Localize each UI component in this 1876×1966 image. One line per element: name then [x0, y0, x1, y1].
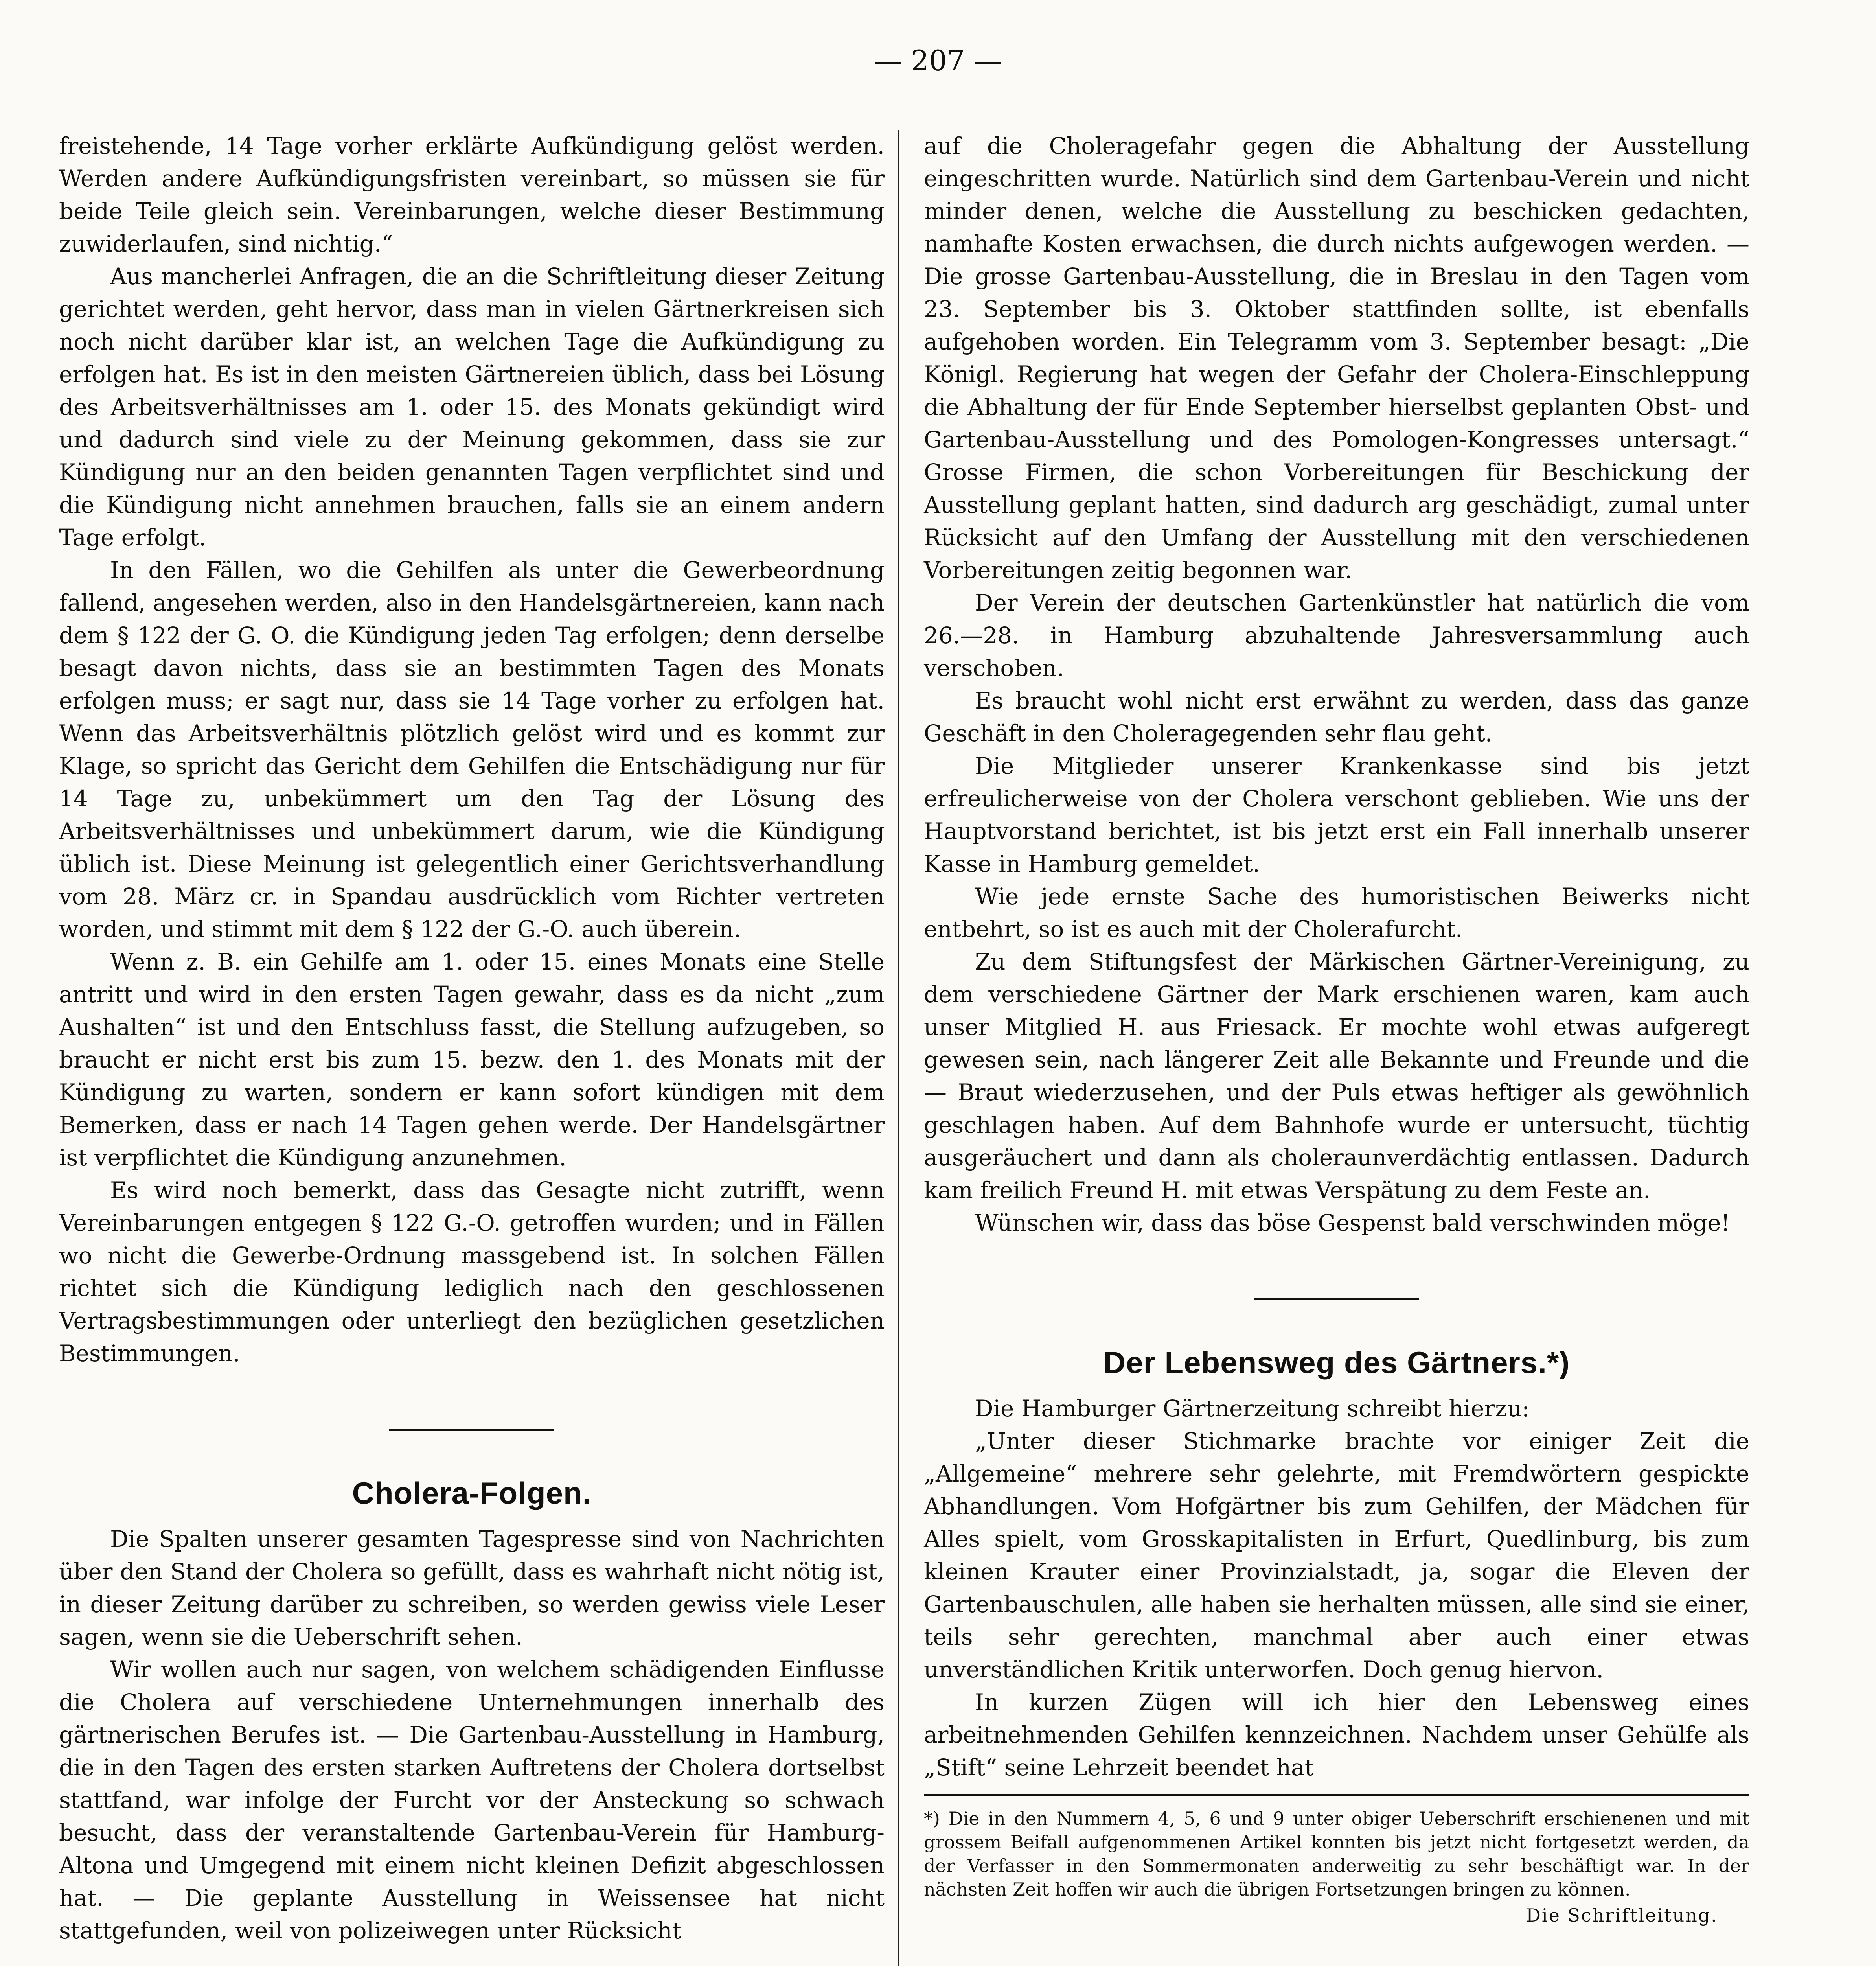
left-paragraph-4: Wenn z. B. ein Gehilfe am 1. oder 15. eines Monats eine Stelle antritt und wird in den ersten Tagen gewahr, dass es da nicht „zum Aushalten“ ist und den Entschluss fasst, die Stellung aufzugeben, so braucht er nicht erst bis zum 15. bezw. den 1. des Monats mit der Kündigung zu warten, sondern er kann sofort kündigen mit dem Bemerken, dass er nach 14 Tagen gehen werde. Der Handelsgärtner ist verpflichtet die Kündigung anzunehmen. [59, 948, 885, 1171]
footnote-signature: Die Schriftleitung. [1526, 1905, 1718, 1926]
footnote [924, 1794, 1749, 1927]
section-separator [389, 1429, 554, 1431]
right-paragraph-7: Wünschen wir, dass das böse Gespenst bald verschwinden möge! [975, 1209, 1730, 1236]
cholera-heading: Cholera-Folgen. [352, 1476, 592, 1510]
lebensweg-heading: Der Lebensweg des Gärtners.*) [1103, 1345, 1570, 1380]
right-paragraph-5: Wie jede ernste Sache des humoristischen Beiwerks nicht entbehrt, so ist es auch mit der Cholerafurcht. [924, 883, 1749, 943]
right-paragraph-6: Zu dem Stiftungsfest der Märkischen Gärtner-Vereinigung, zu dem verschiedene Gärtner der Mark erschienen waren, kam auch unser Mitglied H. aus Friesack. Er mochte wohl etwas aufgeregt gewesen sein, nach längerer Zeit alle Bekannte und Freunde und die — Braut wiederzusehen, und der Puls etwas heftiger als gewöhnlich geschlagen haben. Auf dem Bahnhofe wurde er untersucht, tüchtig ausgeräuchert und dann als choleraunverdächtig entlassen. Dadurch kam freilich Freund H. mit etwas Verspätung zu dem Feste an. [924, 948, 1749, 1204]
section-separator [1254, 1298, 1419, 1300]
left-column [59, 130, 885, 1947]
lebensweg-paragraph-3: In kurzen Zügen will ich hier den Lebensweg eines arbeitnehmenden Gehilfen kennzeichnen. Nachdem unser Gehülfe als „Stift“ seine Lehrzeit beendet hat [924, 1689, 1749, 1781]
column-divider [898, 130, 899, 1966]
left-paragraph-2: Aus mancherlei Anfragen, die an die Schriftleitung dieser Zeitung gerichtet werden, geht hervor, dass man in vielen Gärtnerkreisen sich noch nicht darüber klar ist, an welchen Tage die Aufkündigung zu erfolgen hat. Es ist in den meisten Gärtnereien üblich, dass bei Lösung des Arbeitsverhältnisses am 1. oder 15. des Monats gekündigt wird und dadurch sind viele zu der Meinung gekommen, dass sie zur Kündigung nur an den beiden genannten Tagen verpflichtet sind und die Kündigung nicht annehmen brauchen, falls sie an einem andern Tage erfolgt. [59, 263, 885, 551]
right-column [924, 130, 1749, 1927]
lebensweg-paragraph-1: Die Hamburger Gärtnerzeitung schreibt hierzu: [975, 1395, 1530, 1422]
right-paragraph-1: auf die Choleragefahr gegen die Abhaltung der Ausstellung eingeschritten wurde. Natürlich sind dem Gartenbau-Verein und nicht minder denen, welche die Ausstellung zu beschicken gedachten, namhafte Kosten erwachsen, die durch nichts aufgewogen werden. — Die grosse Gartenbau-Ausstellung, die in Breslau in den Tagen vom 23. September bis 3. Oktober stattfinden sollte, ist ebenfalls aufgehoben worden. Ein Telegramm vom 3. September besagt: „Die Königl. Regierung hat wegen der Gefahr der Cholera-Einschleppung die Abhaltung der für Ende September hierselbst geplanten Obst- und Gartenbau-Ausstellung und des Pomologen-Kongresses untersagt.“ Grosse Firmen, die schon Vorbereitungen für Beschickung der Ausstellung geplant hatten, sind dadurch arg geschädigt, zumal unter Rücksicht auf den Umfang der Ausstellung mit den verschiedenen Vorbereitungen zeitig begonnen war. [924, 133, 1749, 584]
cholera-paragraph-2: Wir wollen auch nur sagen, von welchem schädigenden Einflusse die Cholera auf verschiedene Unternehmungen innerhalb des gärtnerischen Berufes ist. — Die Gartenbau-Ausstellung in Hamburg, die in den Tagen des ersten starken Auftretens der Cholera dortselbst stattfand, war infolge der Furcht vor der Ansteckung so schwach besucht, dass der veranstaltende Gartenbau-Verein für Hamburg-Altona und Umgegend mit einem nicht kleinen Defizit abgeschlossen hat. — Die geplante Ausstellung in Weissensee hat nicht stattgefunden, weil von polizeiwegen unter Rücksicht [59, 1656, 885, 1944]
right-paragraph-2: Der Verein der deutschen Gartenkünstler hat natürlich die vom 26.—28. in Hamburg abzuhaltende Jahresversammlung auch verschoben. [924, 589, 1749, 681]
cholera-paragraph-1: Die Spalten unserer gesamten Tagespresse sind von Nachrichten über den Stand der Cholera so gefüllt, dass es wahrhaft nicht nötig ist, in dieser Zeitung darüber zu schreiben, so werden gewiss viele Leser sagen, wenn sie die Ueberschrift sehen. [59, 1526, 885, 1650]
left-paragraph-5: Es wird noch bemerkt, dass das Gesagte nicht zutrifft, wenn Vereinbarungen entgegen § 122 G.-O. getroffen wurden; und in Fällen wo nicht die Gewerbe-Ordnung massgebend ist. In solchen Fällen richtet sich die Kündigung lediglich nach den geschlossenen Vertragsbestimmungen oder unterliegt den bezüglichen gesetzlichen Bestimmungen. [59, 1177, 885, 1367]
right-paragraph-3: Es braucht wohl nicht erst erwähnt zu werden, dass das ganze Geschäft in den Choleragegenden sehr flau geht. [924, 687, 1749, 747]
lebensweg-paragraph-2: „Unter dieser Stichmarke brachte vor einiger Zeit die „Allgemeine“ mehrere sehr gelehrte, mit Fremdwörtern gespickte Abhandlungen. Vom Hofgärtner bis zum Gehilfen, der Mädchen für Alles spielt, vom Grosskapitalisten in Erfurt, Quedlinburg, bis zum kleinen Krauter einer Provinzialstadt, ja, sogar die Eleven der Gartenbauschulen, alle haben sie herhalten müssen, alle sind sie einer, teils sehr gerechten, manchmal aber auch einer etwas unverständlichen Kritik unterworfen. Doch genug hiervon. [924, 1428, 1749, 1683]
left-paragraph-1: freistehende, 14 Tage vorher erklärte Aufkündigung gelöst werden. Werden andere Aufkündigungsfristen vereinbart, so müssen sie für beide Teile gleich sein. Vereinbarungen, welche dieser Bestimmung zuwiderlaufen, sind nichtig.“ [59, 133, 885, 257]
right-paragraph-4: Die Mitglieder unserer Krankenkasse sind bis jetzt erfreulicherweise von der Cholera verschont geblieben. Wie uns der Hauptvorstand berichtet, ist bis jetzt erst ein Fall innerhalb unserer Kasse in Hamburg gemeldet. [924, 753, 1749, 877]
left-paragraph-3: In den Fällen, wo die Gehilfen als unter die Gewerbeordnung fallend, angesehen werden, also in den Handelsgärtnereien, kann nach dem § 122 der G. O. die Kündigung jeden Tag erfolgen; denn derselbe besagt davon nichts, dass sie an bestimmten Tagen des Monats erfolgen muss; er sagt nur, dass sie 14 Tage vorher zu erfolgen hat. Wenn das Arbeitsverhältnis plötzlich gelöst wird und es kommt zur Klage, so spricht das Gericht dem Gehilfen die Entschädigung nur für 14 Tage zu, unbekümmert um den Tag der Lösung des Arbeitsverhältnisses und unbekümmert darum, wie die Kündigung üblich ist. Diese Meinung ist gelegentlich einer Gerichtsverhandlung vom 28. März cr. in Spandau ausdrücklich vom Richter vertreten worden, und stimmt mit dem § 122 der G.-O. auch überein. [59, 557, 885, 943]
footnote-text: *) Die in den Nummern 4, 5, 6 und 9 unter obiger Ueberschrift erschienenen und mit grossem Beifall aufgenommenen Artikel konnten bis jetzt nicht fortgesetzt werden, da der Verfasser in den Sommermonaten anderweitig zu sehr beschäftigt war. In der nächsten Zeit hoffen wir auch die übrigen Fortsetzungen bringen zu können. [924, 1808, 1749, 1900]
page-number: — 207 — [874, 44, 1002, 77]
